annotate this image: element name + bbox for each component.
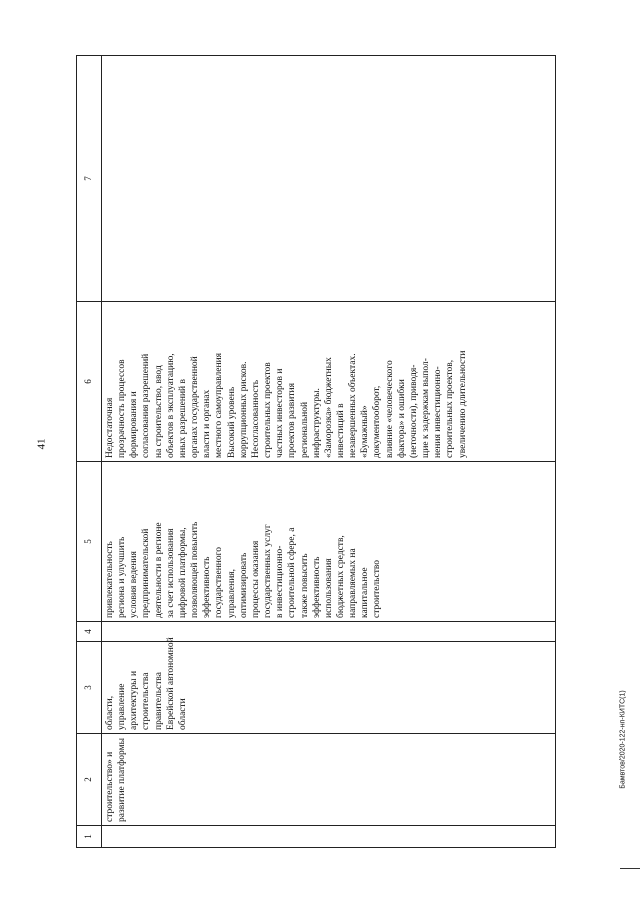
cell-text-line: документооборот, <box>372 385 383 458</box>
cell-text-line: органах государственной <box>190 356 201 458</box>
cell-text-line: также повысить <box>299 553 310 618</box>
cell-text-line: частных инвесторов и <box>275 368 286 458</box>
cell-text-line: (неточности), приводя- <box>408 364 419 458</box>
cell-text-line: «Заморозка» бюджетных <box>323 357 334 458</box>
cell-text-line: нения инвестиционно- <box>433 366 444 458</box>
header-col-2: 2 <box>77 734 102 826</box>
cell-text-line: оптимизировать <box>238 552 249 618</box>
cell-col-7 <box>102 56 556 302</box>
cell-text-line: строительной сфере, а <box>287 527 298 618</box>
cell-text-line: иных разрешений в <box>177 378 188 458</box>
cell-text-line: на строительство, ввод <box>153 365 164 458</box>
cell-text-line: за счет использования <box>165 528 176 618</box>
cell-text-line: государственного <box>214 546 225 618</box>
cell-text-line: привлекательность <box>105 541 115 618</box>
cell-text-line: управления, <box>226 568 237 618</box>
cell-text-line: прозрачность процессов <box>117 359 128 458</box>
rotated-table-wrapper <box>76 56 556 848</box>
cell-text-line: строительство» и <box>105 751 115 822</box>
cell-col-5 <box>102 462 556 622</box>
cell-text-line: предпринимательской <box>141 528 152 618</box>
cell-text-line: строительства <box>141 672 152 730</box>
header-col-3: 3 <box>77 642 102 734</box>
cell-text-line: власти и органах <box>202 389 213 458</box>
cell-text-line: развитие платформы <box>117 738 128 822</box>
cell-text-line: увеличению длительности <box>457 350 468 458</box>
cell-text-line: эффективность <box>311 556 322 618</box>
cell-text-line: щие к задержкам выпол- <box>421 358 432 458</box>
cell-text-line: деятельности в регионе <box>153 522 164 618</box>
header-col-1: 1 <box>77 826 102 848</box>
header-col-6: 6 <box>77 302 102 462</box>
cell-text-line: «Бумажный» <box>360 405 371 458</box>
cell-text-line: позволяющей повысить <box>190 521 201 618</box>
cell-text-line: строительных проектов, <box>445 359 456 458</box>
document-code: Бамвтов/2020-122-нп-КИТС(1) <box>619 690 627 789</box>
cell-text-line: государственных услуг <box>263 524 274 618</box>
cell-text-line: согласования разрешений <box>141 353 152 458</box>
table-row <box>102 56 556 848</box>
cell-text-line: незавершенных объектах. <box>348 353 359 458</box>
header-row <box>77 56 102 848</box>
cell-text-line: области <box>177 698 188 730</box>
cell-text-line: формирования и <box>129 391 140 458</box>
cell-text-line: цифровой платформы, <box>177 527 188 618</box>
header-col-5: 5 <box>77 462 102 622</box>
cell-text-line: региональной <box>299 401 310 458</box>
cell-text-line: управление <box>117 683 128 730</box>
cell-text-line: Высокий уровень <box>226 386 237 458</box>
page-number: 41 <box>35 438 48 450</box>
header-col-4: 4 <box>77 622 102 642</box>
cell-text-line: бюджетных средств, <box>335 535 346 618</box>
cell-text-line: строительных проектов <box>263 362 274 458</box>
cell-text-line: инвестиций в <box>335 403 346 458</box>
cell-text-line: Несогласованность <box>250 379 261 458</box>
cell-text-line: объектов в эксплуатацию, <box>165 353 176 458</box>
cell-text-line: коррупционных рисков. <box>238 361 249 458</box>
cell-text-line: Еврейской автономной <box>165 637 176 730</box>
cell-text-line: влияние «человеческого <box>384 360 395 458</box>
cell-text-line: строительство <box>372 559 383 618</box>
cell-text-line: местного самоуправления <box>214 352 225 458</box>
cell-text-line: инфраструктуры. <box>311 388 322 458</box>
cell-text-line: использования <box>323 558 334 618</box>
cell-text-line: проектов развития <box>287 383 298 458</box>
cell-text-line: процессы оказания <box>250 540 261 618</box>
bottom-rule <box>620 868 640 869</box>
header-col-7: 7 <box>77 56 102 302</box>
cell-text-line: правительства <box>153 671 164 730</box>
cell-col-3 <box>102 637 556 734</box>
cell-text-line: условия ведения <box>129 551 140 618</box>
cell-text-line: Недостаточная <box>105 397 115 458</box>
cell-text-line: региона и улучшить <box>117 536 128 618</box>
cell-text-line: в инвестиционно- <box>275 545 286 618</box>
cell-col-2 <box>102 734 556 826</box>
cell-text-line: архитектуры и <box>129 670 140 730</box>
document-table <box>76 55 556 848</box>
cell-col-6 <box>102 302 556 462</box>
cell-text-line: области, <box>105 695 115 730</box>
cell-text-line: фактора» и ошибки <box>396 379 407 458</box>
cell-text-line: направляемых на <box>348 548 359 618</box>
cell-text-line: эффективность <box>202 556 213 618</box>
cell-text-line: капитальное <box>360 567 371 618</box>
cell-col-1 <box>102 826 556 848</box>
